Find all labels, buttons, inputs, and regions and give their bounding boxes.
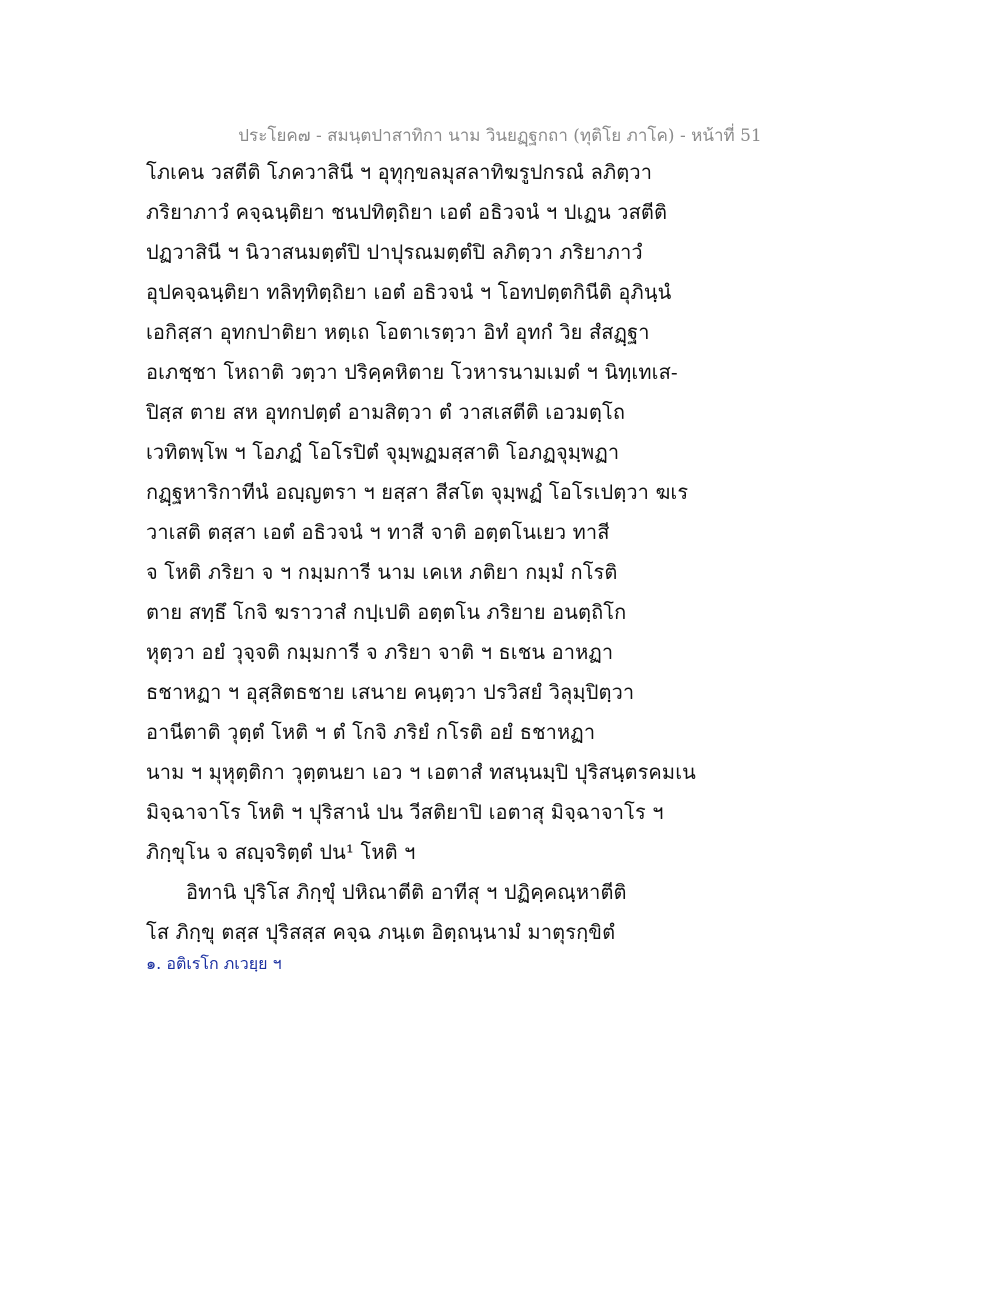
text-line: จ โหติ ภริยา จ ฯ กมฺมการี นาม เคเห ภติยา กมฺมํ กโรติ bbox=[146, 560, 618, 584]
text-line: ภริยาภาวํ คจฺฉนฺติยา ชนปทิตฺถิยา เอตํ อธิวจนํ ฯ ปเฏน วสตีติ bbox=[146, 200, 668, 224]
body-text bbox=[146, 152, 726, 952]
footnote: ๑. อติเรโก ภเวยฺย ฯ bbox=[146, 954, 282, 973]
text-line: มิจฺฉาจาโร โหติ ฯ ปุริสานํ ปน วีสติยาปิ เอตาสุ มิจฺฉาจาโร ฯ bbox=[146, 800, 664, 824]
text-line: เวทิตพฺโพ ฯ โอภฏํ โอโรปิตํ จุมฺพฏมสฺสาติ โอภฏจุมฺพฏา bbox=[146, 440, 620, 464]
text-line: ตาย สทฺธึ โกจิ ฆราวาสํ กปฺเปติ อตฺตโน ภริยาย อนตฺถิโก bbox=[146, 600, 627, 624]
text-line: อเภชฺชา โหถาติ วตฺวา ปริคฺคหิตาย โวหารนามเมตํ ฯ นิทฺเทเส- bbox=[146, 360, 678, 384]
text-line: ปิสฺส ตาย สห อุทกปตฺตํ อามสิตฺวา ตํ วาสเสตีติ เอวมตฺโถ bbox=[146, 400, 626, 424]
text-line: นาม ฯ มุหุตฺติกา วุตฺตนยา เอว ฯ เอตาสํ ทสนฺนมฺปิ ปุริสนฺตรคมเน bbox=[146, 760, 696, 784]
text-line: ปฏวาสินี ฯ นิวาสนมตฺตํปิ ปาปุรณมตฺตํปิ ลภิตฺวา ภริยาภาวํ bbox=[146, 240, 643, 264]
text-line: โภเคน วสตีติ โภควาสินี ฯ อุทุกฺขลมุสลาทิฆรูปกรณํ ลภิตฺวา bbox=[146, 160, 653, 184]
text-line: ภิกฺขุโน จ สญฺจริตฺตํ ปน¹ โหติ ฯ bbox=[146, 840, 416, 864]
text-line: หุตฺวา อยํ วุจฺจติ กมฺมการี จ ภริยา จาติ ฯ ธเชน อาหฏา bbox=[146, 640, 614, 664]
text-line: เอกิสฺสา อุทกปาติยา หตฺเถ โอตาเรตฺวา อิทํ อุทกํ วิย สํสฏฺฐา bbox=[146, 320, 650, 344]
text-line: ธชาหฏา ฯ อุสฺสิตธชาย เสนาย คนฺตฺวา ปรวิสยํ วิลุมฺปิตฺวา bbox=[146, 680, 635, 704]
paragraph-start-line: อิทานิ ปุริโส ภิกฺขุํ ปหิณาตีติ อาทีสุ ฯ ปฏิคฺคณฺหาตีติ bbox=[186, 880, 627, 904]
text-line: กฏฺฐหาริกาทีนํ อญฺญตรา ฯ ยสฺสา สีสโต จุมฺพฏํ โอโรเปตฺวา ฆเร bbox=[146, 480, 689, 504]
text-line: โส ภิกฺขุ ตสฺส ปุริสสฺส คจฺฉ ภนฺเต อิตฺถนฺนามํ มาตุรกฺขิตํ bbox=[146, 920, 616, 944]
text-line: วาเสติ ตสฺสา เอตํ อธิวจนํ ฯ ทาสี จาติ อตฺตโนเยว ทาสี bbox=[146, 520, 610, 544]
text-line: อานีตาติ วุตฺตํ โหติ ฯ ตํ โกจิ ภริยํ กโรติ อยํ ธชาหฏา bbox=[146, 720, 596, 744]
text-line: อุปคจฺฉนฺติยา ทลิทฺทิตฺถิยา เอตํ อธิวจนํ ฯ โอทปตฺตกินีติ อุภินฺนํ bbox=[146, 280, 672, 304]
page-header: ประโยค๗ - สมนฺตปาสาทิกา นาม วินยฏฺฐกถา (ทุติโย ภาโค) - หน้าที่ 51 bbox=[238, 126, 762, 146]
